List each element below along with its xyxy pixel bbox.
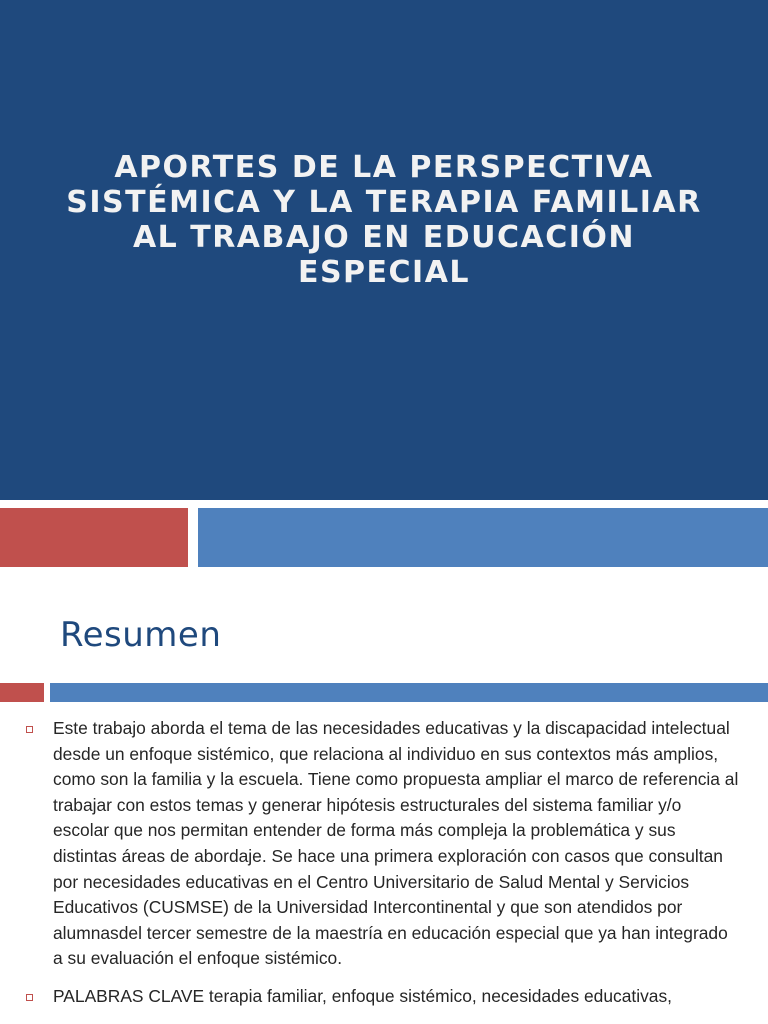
bullet-text: Este trabajo aborda el tema de las necesidades educativas y la discapacidad intelectual desde un enfoque sistémico, que relaciona al individuo en sus contextos más amplios, como son la familia y la escuela. Tiene como propuesta ampliar el marco de referencia al trabajar con estos temas y generar hipótesis estructurales del sistema familiar y/o escolar que nos permitan entender de forma más compleja la problemática y sus distintas áreas de abordaje. Se hace una primera exploración con casos que consultan por necesidades educativas en el Centro Universitario de Salud Mental y Servicios Educativos (CUSMSE) de la Universidad Intercontinental y que son atendidos por alumnasdel tercer semestre de la maestría en educación especial que ya han integrado a su evaluación el enfoque sistémico. — [53, 718, 739, 969]
title-line: SISTÉMICA Y LA TERAPIA FAMILIAR — [66, 185, 702, 220]
hollow-square-bullet-icon — [26, 994, 33, 1001]
bullet-list — [0, 716, 768, 1022]
hollow-square-bullet-icon — [26, 726, 33, 733]
accent-bar-red — [0, 508, 188, 567]
accent-bar-red — [0, 683, 44, 702]
bullet-text: PALABRAS CLAVE terapia familiar, enfoque sistémico, necesidades educativas, — [53, 985, 672, 1006]
list-item — [0, 984, 768, 1010]
summary-slide — [0, 575, 768, 1024]
accent-bar-blue — [198, 508, 768, 567]
title-slide — [0, 0, 768, 500]
slide-title — [60, 150, 708, 290]
title-line: ESPECIAL — [297, 255, 471, 290]
accent-bar-blue — [50, 683, 768, 702]
summary-title: Resumen — [60, 615, 222, 655]
title-line: APORTES DE LA PERSPECTIVA — [114, 150, 654, 185]
list-item — [0, 716, 768, 972]
title-line: AL TRABAJO EN EDUCACIÓN — [132, 220, 636, 255]
